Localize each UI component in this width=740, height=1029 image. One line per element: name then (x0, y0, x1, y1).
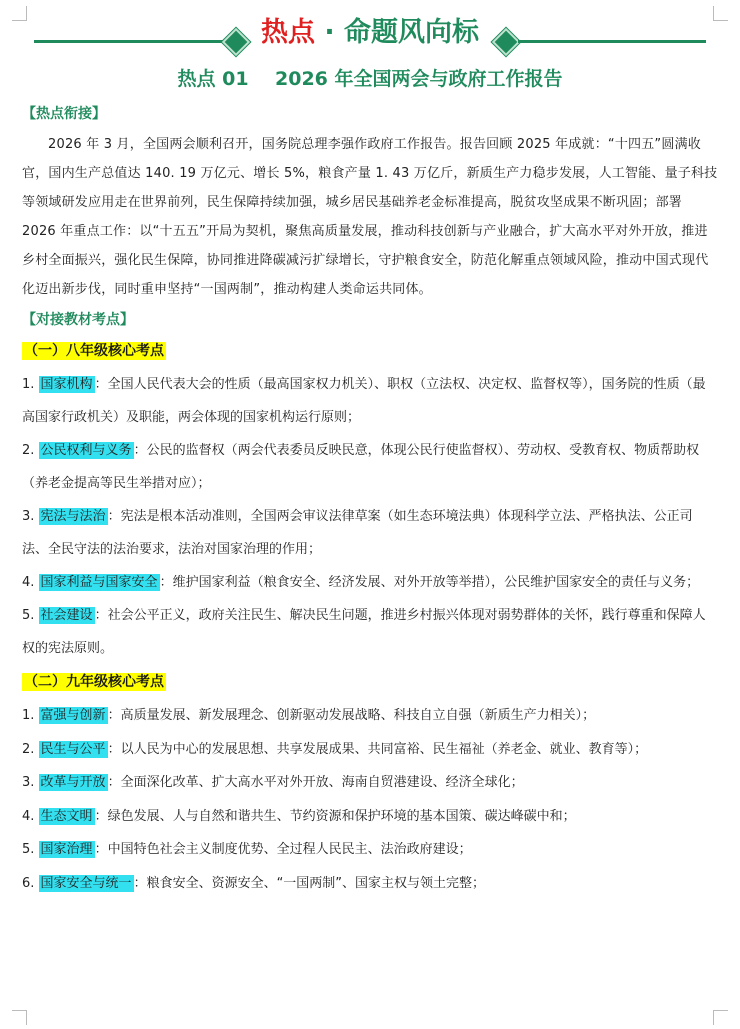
highlighted-keyword: 国家安全与统一 (40, 875, 132, 891)
exam-point-item (22, 699, 718, 733)
exam-point-item (22, 566, 718, 599)
banner-rest-text: 命题风向标 (344, 17, 480, 48)
item-number: 4. (22, 808, 35, 824)
banner-rule-right (518, 40, 706, 43)
page-subtitle: 热点 01 2026 年全国两会与政府工作报告 (177, 68, 563, 90)
item-text: ：公民的监督权（两会代表委员反映民意，体现公民行使监督权）、劳动权、受教育权、物质帮助权（养老金提高等民生举措对应）； (22, 443, 700, 491)
item-text: ：绿色发展、人与自然和谐共生、节约资源和保护环境的基本国策、碳达峰碳中和； (94, 808, 576, 824)
item-text: ：中国特色社会主义制度优势、全过程人民民主、法治政府建设； (94, 842, 472, 857)
item-text: ：粮食安全、资源安全、“一国两制”、国家主权与领土完整； (133, 875, 486, 891)
highlighted-keyword: 国家机构 (40, 377, 93, 392)
item-number: 5. (22, 842, 35, 857)
item-text: ：社会公平正义，政府关注民生、解决民生问题，推进乡村振兴体现对弱势群体的关怀，践行尊重和保障人权的宪法原则。 (22, 608, 706, 656)
highlighted-keyword: 国家利益与国家安全 (40, 575, 158, 590)
item-text: ：以人民为中心的发展思想、共享发展成果、共同富裕、民生福祉（养老金、就业、教育等）； (107, 741, 648, 757)
exam-point-item (22, 766, 718, 800)
highlighted-keyword: 改革与开放 (40, 775, 106, 790)
highlighted-keyword: 公民权利与义务 (40, 443, 132, 458)
highlighted-keyword: 生态文明 (40, 808, 93, 824)
exam-point-item (22, 867, 718, 901)
page-corner-mark (12, 1010, 27, 1025)
grade9-list (22, 699, 718, 900)
item-text: ：高质量发展、新发展理念、创新驱动发展战略、科技自立自强（新质生产力相关）； (107, 708, 596, 723)
section-label-textbook: 【对接教材考点】 (22, 312, 134, 328)
item-text: ：维护国家利益（粮食安全、经济发展、对外开放等举措），公民维护国家安全的责任与义务； (159, 575, 700, 590)
item-number: 2. (22, 741, 35, 757)
highlighted-keyword: 民生与公平 (40, 741, 106, 757)
exam-point-item (22, 500, 718, 566)
item-text: ：全面深化改革、扩大高水平对外开放、海南自贸港建设、经济全球化； (107, 775, 524, 790)
exam-point-item (22, 599, 718, 665)
highlighted-keyword: 国家治理 (40, 842, 93, 857)
hot-topic-paragraph: 2026 年 3 月，全国两会顺利召开，国务院总理李强作政府工作报告。报告回顾 2025 年成就：“十四五”圆满收官，国内生产总值达 140. 19 万亿元、增长 5%，粮食产量 1. 43 万亿斤，新质生产力稳步发展，人工智能、量子科技等领域研发应用走在世界前列，民生保障持续加强，城乡居民基础养老金标准提高，脱贫攻坚成果不断巩固；部署 2026 年重点工作：以“十五五”开局为契机，聚焦高质量发展，推动科技创新与产业融合，扩大高水平对外开放，推进乡村全面振兴，强化民生保障，协同推进降碳减污扩绿增长，守护粮食安全，防范化解重点领域风险，推动中国式现代化迈出新步伐，同时重申坚持“一国两制”，推动构建人类命运共同体。 (22, 137, 718, 297)
item-number: 3. (22, 509, 35, 524)
grade8-list (22, 368, 718, 665)
grade9-heading: （二）九年级核心考点 (24, 674, 164, 690)
item-number: 2. (22, 443, 35, 458)
exam-point-item (22, 368, 718, 434)
page-corner-mark (713, 1010, 728, 1025)
highlighted-keyword: 宪法与法治 (40, 509, 106, 524)
banner-dot: · (324, 17, 335, 48)
item-number: 4. (22, 575, 35, 590)
item-number: 3. (22, 775, 35, 790)
highlighted-keyword: 社会建设 (40, 608, 93, 623)
banner-hot-text: 热点 (260, 17, 315, 48)
exam-point-item (22, 434, 718, 500)
item-number: 6. (22, 875, 35, 891)
exam-point-item (22, 800, 718, 834)
item-number: 5. (22, 608, 35, 623)
exam-point-item (22, 733, 718, 767)
item-text: ：全国人民代表大会的性质（最高国家权力机关）、职权（立法权、决定权、监督权等），国务院的性质（最高国家行政机关）及职能，两会体现的国家机构运行原则； (22, 377, 706, 425)
section-label-hot-link: 【热点衔接】 (22, 106, 106, 122)
header-banner (0, 10, 740, 66)
item-text: ：宪法是根本活动准则，全国两会审议法律草案（如生态环境法典）体现科学立法、严格执法、公正司法、全民守法的法治要求，法治对国家治理的作用； (22, 509, 693, 557)
exam-point-item (22, 833, 718, 867)
highlighted-keyword: 富强与创新 (40, 708, 106, 723)
banner-title (0, 10, 740, 49)
grade8-heading: （一）八年级核心考点 (24, 343, 164, 359)
document-body (22, 100, 718, 900)
item-number: 1. (22, 708, 35, 723)
item-number: 1. (22, 377, 35, 392)
